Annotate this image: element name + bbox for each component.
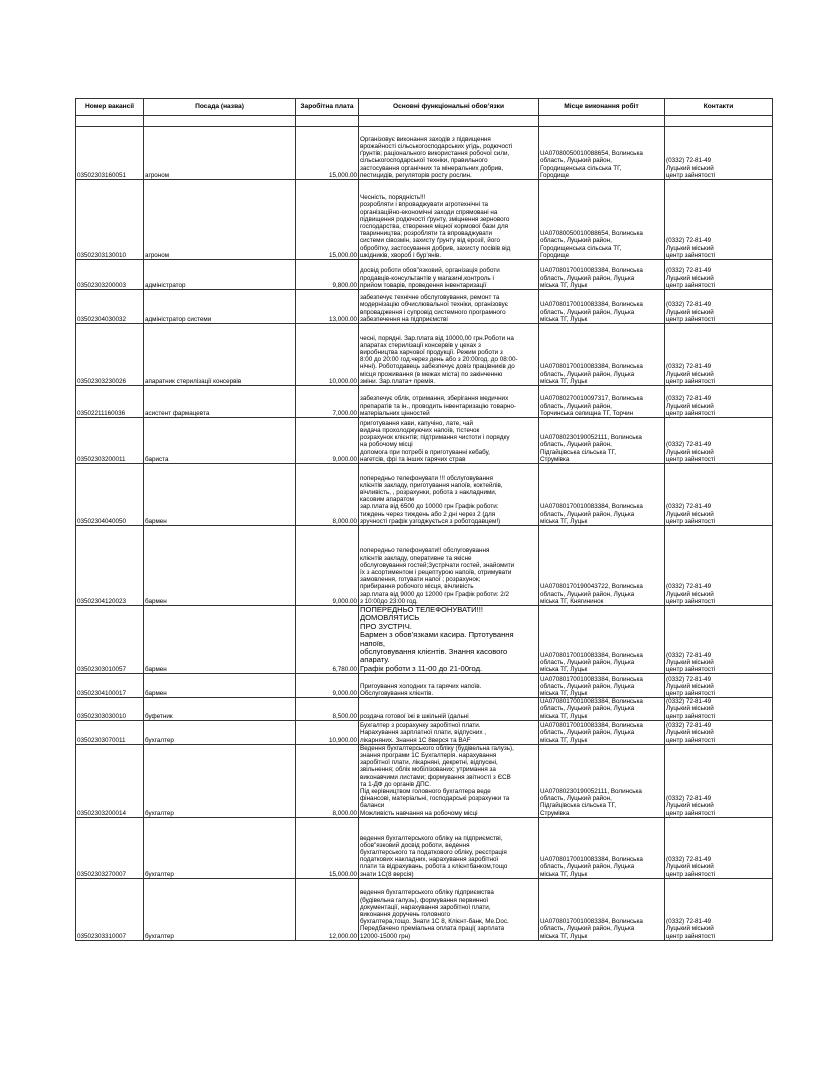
salary: 10,000.00 (296, 324, 359, 386)
salary: 9,000.00 (296, 418, 359, 464)
position-title: агроном (144, 127, 296, 180)
vacancy-number: 03502303270007 (76, 817, 144, 878)
table-row (76, 324, 773, 386)
position-title: агроном (144, 180, 296, 260)
vacancy-number: 03502304040050 (76, 464, 144, 526)
contacts: (0332) 72-81-49 Луцький міський центр зайнятості (665, 418, 773, 464)
salary: 8,000.00 (296, 744, 359, 817)
salary: 15,000.00 (296, 817, 359, 878)
vacancy-number: 03502303030010 (76, 698, 144, 721)
vacancy-number: 03502303160051 (76, 127, 144, 180)
salary: 8,000.00 (296, 464, 359, 526)
duties: Ведення бухгалтерського обліку (будівельна галузь), знання програми 1С Бухгалтерія. нарахування заробітної плати, лікарняні, декретні, відпускні, звільнення; облік мобілізованих; утримання за виконавчими листами; формування звітності з ЄСВ та 1-ДФ до органів ДПС. Під керівництвом головного бухгалтера веде фінансові, матеріальні, господарські розрахунки та баланси Можливість навчання на робочому місці (359, 744, 539, 817)
work-place: UA07080170010083384, Волинська область, Луцький район, Луцька міська ТГ, Луцьк (539, 674, 665, 698)
vacancy-number: 03502303230026 (76, 324, 144, 386)
contacts: (0332) 72-81-49 Луцький міський центр зайнятості (665, 290, 773, 324)
duties: Бухгалтер з розрахунку заробітної плати. Нарахування зарплатної плати, відпусних , лікарняних. Знання 1С 8верся та BAF (359, 720, 539, 744)
header-position: Посада (назва) (144, 99, 296, 116)
work-place: UA07080170010083384, Волинська область, Луцький район, Луцька міська ТГ, Луцьк (539, 324, 665, 386)
duties: забезпечує облік, отримання, зберігання медичних препаратів та ін., проводить інвентаризацію товарно- матеріальних цінностей (359, 386, 539, 418)
salary: 13,000.00 (296, 290, 359, 324)
duties: забезпечує технічне обслуговування, ремонт та модернізацію обчислювальної техніки, організовує впровадження і супровід системного програмного забезпечення на підприємстві (359, 290, 539, 324)
position-title: бухгалтер (144, 817, 296, 878)
table-row (76, 418, 773, 464)
position-title: бухгалтер (144, 720, 296, 744)
work-place: UA07080050010088654, Волинська область, Луцький район, Городищенська сільська ТГ, Городище (539, 180, 665, 260)
position-title: бармен (144, 674, 296, 698)
table-row (76, 698, 773, 721)
duties: Пригоування холодних та гарячих напоїв. Обслуговування клієнтів. (359, 674, 539, 698)
table-row (76, 260, 773, 290)
contacts: (0332) 72-81-49 Луцький міський центр зайнятості (665, 817, 773, 878)
work-place: UA07080170010083384, Волинська область, Луцький район, Луцька міська ТГ, Луцьк (539, 817, 665, 878)
table-row (76, 526, 773, 606)
spacer-row (76, 116, 773, 127)
table-row (76, 674, 773, 698)
table-row (76, 290, 773, 324)
duties: попередньо телефонувати !!! обслуговування клієнтів закладу, приготування напоїв, коктейлів, вічливість, , розрахунки, робота з накладними, касовим апаратом зар.плата від 6500 до 10000 грн Графік роботи: тиждень через тиждень або 2 дні через 2 (для зручності графік узгоджується з роботодавцем!) (359, 464, 539, 526)
contacts: (0332) 72-81-49 Луцький міський центр зайнятості (665, 464, 773, 526)
vacancy-number: 03502303200014 (76, 744, 144, 817)
table-row (76, 744, 773, 817)
vacancy-number: 03502303130010 (76, 180, 144, 260)
contacts: (0332) 72-81-49 Луцький міський центр зайнятості (665, 386, 773, 418)
header-vacancy-number: Номер вакансії (76, 99, 144, 116)
duties: ведення бухгалтерського обліку підприємства (будівельна галузь), формування первинної документації, нарахування заробітної плати, виконання доручень головного бухгалтера,тощо. Знати 1С 8, Клієнт-банк, Me.Doc. Передбачено преміальна оплата праці( зарплата 12000-15000 грн) (359, 878, 539, 940)
vacancy-number: 03502304030032 (76, 290, 144, 324)
table-row (76, 180, 773, 260)
contacts: (0332) 72-81-49 Луцький міський центр зайнятості (665, 720, 773, 744)
header-salary: Заробітна плата (296, 99, 359, 116)
duties: досвід роботи обов"язковий, організація роботи продавців-консультантів у магазині,контроль і прийом товарів, проведення інвентаризації (359, 260, 539, 290)
contacts: (0332) 72-81-49 Луцький міський центр зайнятості (665, 606, 773, 674)
position-title: бариста (144, 418, 296, 464)
work-place: UA07080170010083384, Волинська область, Луцький район, Луцька міська ТГ, Луцьк (539, 606, 665, 674)
position-title: бармен (144, 606, 296, 674)
work-place: UA07080170010083384, Волинська область, Луцький район, Луцька міська ТГ, Луцьк (539, 698, 665, 721)
vacancy-number: 03502211160036 (76, 386, 144, 418)
table-row (76, 720, 773, 744)
vacancy-number: 03502304120023 (76, 526, 144, 606)
position-title: апаратник стерилізації консервів (144, 324, 296, 386)
table-header-row (76, 99, 773, 116)
position-title: буфетник (144, 698, 296, 721)
duties: попередньо телефонувати!! обслуговування клієнтів закладу, оперативне та якісне обслуговування гостей;Зустрічати гостей, знайомити їх з асортиментом і рецептурою напоїв, отримувати замовлення, готувати напої ; розрахунок; прибирання робочого місця, вічливість зар.плата від 9000 до 12000 грн Графік роботи: 2/2 з 10:00до 23:00 год. (359, 526, 539, 606)
work-place: UA07080230190052111, Волинська область, Луцький район, Підгайцівська сільська ТГ, Струмівка (539, 418, 665, 464)
position-title: бармен (144, 526, 296, 606)
work-place: UA07080170010083384, Волинська область, Луцький район, Луцька міська ТГ, Луцьк (539, 464, 665, 526)
duties: Організовує виконання заходів з підвищення врожайності сільськогосподарських угідь, родючості ґрунтів; раціонального використання робочої сили, сільськогосподарської техніки, правильного застосування органічних та мінеральних добрив, пестицидів, регуляторів росту рослин. (359, 127, 539, 180)
salary: 9,000.00 (296, 526, 359, 606)
vacancies-table (75, 98, 773, 941)
salary: 6,780.00 (296, 606, 359, 674)
work-place: UA07080170010083384, Волинська область, Луцький район, Луцька міська ТГ, Луцьк (539, 720, 665, 744)
position-title: адміністратор (144, 260, 296, 290)
vacancy-number: 03502303200011 (76, 418, 144, 464)
contacts: (0332) 72-81-49 Луцький міський центр зайнятості (665, 878, 773, 940)
duties: чесні, порядні. Зар.плата від 10000,00 грн.Роботи на апаратах стерилізації консервів у цехах з виробництва харчової продукції. Режим роботи з 8:00 до 20:00 год.через день або з 20:00год. до 08:00- нічні). Роботодавець забезпечує довіз працівників до місця проживання (в межах міста) по закінченню зміни. Зар.плата+ премія. (359, 324, 539, 386)
vacancy-number: 03502303200003 (76, 260, 144, 290)
position-title: бухгалтер (144, 744, 296, 817)
salary: 8,500.00 (296, 698, 359, 721)
work-place: UA07080170190043722, Волинська область, Луцький район, Луцька міська ТГ, Княгининок (539, 526, 665, 606)
duties: роздача готової їжі в шкільній їдальні (359, 698, 539, 721)
work-place: UA07080270010097317, Волинська область, Луцький район, Торчинська селищна ТГ, Торчин (539, 386, 665, 418)
work-place: UA07080170010083384, Волинська область, Луцький район, Луцька міська ТГ, Луцьк (539, 260, 665, 290)
salary: 15,000.00 (296, 127, 359, 180)
table-row (76, 464, 773, 526)
work-place: UA07080170010083384, Волинська область, Луцький район, Луцька міська ТГ, Луцьк (539, 878, 665, 940)
position-title: адміністратор системи (144, 290, 296, 324)
work-place: UA07080050010088654, Волинська область, Луцький район, Городищенська сільська ТГ, Городище (539, 127, 665, 180)
table-row (76, 878, 773, 940)
vacancy-number: 03502303070011 (76, 720, 144, 744)
contacts: (0332) 72-81-49 Луцький міський центр зайнятості (665, 744, 773, 817)
position-title: бармен (144, 464, 296, 526)
duties: ПОПЕРЕДНЬО ТЕЛЕФОНУВАТИ!!! ДОМОВЛЯТИСЬ ПРО ЗУСТРІЧ. Бармен з обов’язками касира. Пртотування напоїв, обслуговування клієнтів. Знання касового апарату. Графік роботи з 11-00 до 21-00год. (359, 606, 539, 674)
header-contacts: Контакти (665, 99, 773, 116)
header-duties: Основні функціональні обов’язки (359, 99, 539, 116)
duties: приготування кави, капучіно, лате, чай видача прохолоджуючих напоїв, тістечок розрахунок клієнтів; підтримання чистоти і порядку на робочому місці допомога при потребі в приготуванні кебабу, нагетсів, фрі та інших гарячих страв (359, 418, 539, 464)
duties: ведення бухгалтерського обліку на підприємстві, обов"язковий досвід роботи, ведення бухгалтерського та податкового обліку, реєстрація податкових накладних, нарахування заробітної плати та відрахувань, робота з клієнтбанком,тощо знати 1С(8 версія) (359, 817, 539, 878)
work-place: UA07080170010083384, Волинська область, Луцький район, Луцька міська ТГ, Луцьк (539, 290, 665, 324)
contacts: (0332) 72-81-49 Луцький міський центр зайнятості (665, 324, 773, 386)
vacancy-number: 03502304100017 (76, 674, 144, 698)
salary: 7,000.00 (296, 386, 359, 418)
contacts: (0332) 72-81-49 Луцький міський центр зайнятості (665, 260, 773, 290)
salary: 15,000.00 (296, 180, 359, 260)
duties: Чесність, порядність!!! розробляти і впроваджувати агротехнічні та організаційно-економічні заходи спрямовані на підвищення родючості ґрунту, зміцнення зернового господарства, створення міцної кормової бази для тваринництва; розробляти та впроваджувати системи сівозмін, захисту ґрунту від ерозії, його обробітку, застосування добрив, захисту посівів від шкідників, хвороб і бур’янів. (359, 180, 539, 260)
contacts: (0332) 72-81-49 Луцький міський центр зайнятості (665, 180, 773, 260)
contacts: (0332) 72-81-49 Луцький міський центр зайнятості (665, 674, 773, 698)
position-title: бухгалтер (144, 878, 296, 940)
salary: 9,800.00 (296, 260, 359, 290)
table-row (76, 606, 773, 674)
table-row (76, 127, 773, 180)
vacancy-number: 03502303310007 (76, 878, 144, 940)
work-place: UA07080230190052111, Волинська область, Луцький район, Підгайцівська сільська ТГ, Струмівка (539, 744, 665, 817)
header-work-place: Місце виконання робіт (539, 99, 665, 116)
salary: 12,000.00 (296, 878, 359, 940)
salary: 9,000.00 (296, 674, 359, 698)
contacts: (0332) 72-81-49 Луцький міський центр зайнятості (665, 526, 773, 606)
contacts: (0332) 72-81-49 Луцький міський центр зайнятості (665, 698, 773, 721)
table-row (76, 386, 773, 418)
vacancy-number: 03502303010057 (76, 606, 144, 674)
contacts: (0332) 72-81-49 Луцький міський центр зайнятості (665, 127, 773, 180)
position-title: асистент фармацевта (144, 386, 296, 418)
salary: 10,900.00 (296, 720, 359, 744)
table-row (76, 817, 773, 878)
